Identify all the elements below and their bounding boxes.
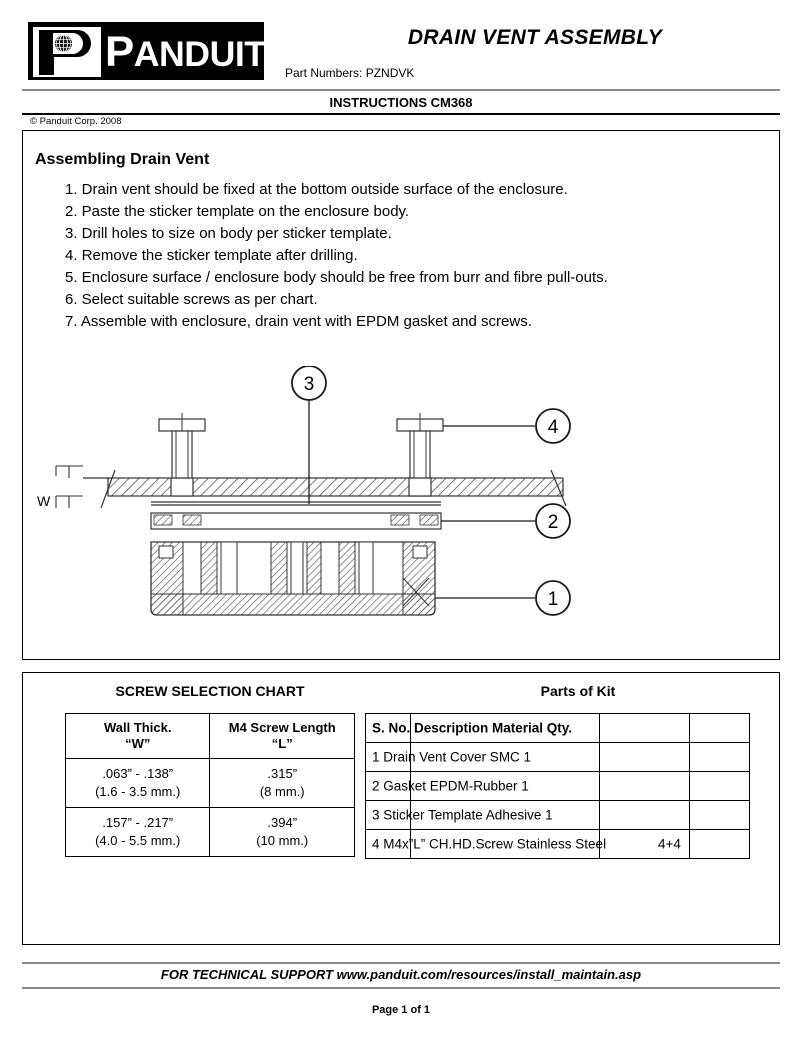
dimension-label-w: W <box>37 493 51 509</box>
screw-chart-title: SCREW SELECTION CHART <box>115 683 305 699</box>
value-mm: (8 mm.) <box>259 784 305 799</box>
instruction-step: 7. Assemble with enclosure, drain vent with EPDM gasket and screws. <box>65 313 532 330</box>
cell-screw-length <box>210 808 355 857</box>
section-heading: Assembling Drain Vent <box>35 151 210 168</box>
table-row <box>66 759 355 808</box>
parts-header-cell-3 <box>599 714 689 743</box>
instruction-step: 2. Paste the sticker template on the enclosure body. <box>65 203 410 220</box>
callout-number: 3 <box>303 374 315 395</box>
document-title: DRAIN VENT ASSEMBLY <box>407 26 663 49</box>
copyright-notice: © Panduit Corp. 2008 <box>30 116 122 127</box>
parts-row-cell-3 <box>599 801 689 830</box>
callout-number: 4 <box>547 417 559 438</box>
footer-divider-top <box>22 962 780 964</box>
instructions-code: INSTRUCTIONS CM368 <box>329 95 473 110</box>
logo-p-plate <box>33 27 101 77</box>
parts-row-text: 4 M4x”L” CH.HD.Screw Stainless Steel <box>372 836 607 852</box>
parts-row-text: 2 Gasket EPDM-Rubber 1 <box>372 778 529 794</box>
parts-row-cell-3 <box>599 772 689 801</box>
parts-row-cell-2 <box>411 743 600 772</box>
panduit-logo <box>28 22 264 80</box>
parts-row-text: 1 Drain Vent Cover SMC 1 <box>372 749 532 765</box>
value-mm: (4.0 - 5.5 mm.) <box>95 833 181 848</box>
instruction-step: 1. Drain vent should be fixed at the bottom outside surface of the enclosure. <box>65 181 568 198</box>
instruction-steps-list <box>65 179 765 333</box>
header-line-2: “W” <box>125 736 151 751</box>
instruction-step: 4. Remove the sticker template after drilling. <box>65 247 358 264</box>
screw-right <box>397 413 443 478</box>
callout-number: 2 <box>547 512 559 533</box>
parts-row-cell-2 <box>411 830 600 859</box>
header-line-1: M4 Screw Length <box>228 720 336 735</box>
cell-wall-thickness <box>66 759 210 808</box>
logo-wordmark <box>105 27 266 76</box>
cell-wall-thickness <box>66 808 210 857</box>
value-mm: (10 mm.) <box>256 833 309 848</box>
drain-vent-cover <box>151 542 435 615</box>
value-inch: .394” <box>267 815 298 830</box>
callout-bubble-2 <box>536 504 570 538</box>
parts-row-cell-4 <box>689 830 749 859</box>
parts-row-cell-4 <box>689 772 749 801</box>
header-divider-bottom <box>22 113 780 115</box>
part-numbers: Part Numbers: PZNDVK <box>285 66 415 80</box>
column-header-screw-length <box>210 714 355 759</box>
parts-row-cell-1 <box>366 743 532 772</box>
value-mm: (1.6 - 3.5 mm.) <box>95 784 181 799</box>
value-inch: .063” - .138” <box>102 766 174 781</box>
header-divider-top <box>22 89 780 91</box>
logo-wordmark-text: PANDUIT <box>105 27 266 76</box>
table-row <box>66 808 355 857</box>
instruction-step: 5. Enclosure surface / enclosure body should be free from burr and fibre pull-outs. <box>65 269 608 286</box>
parts-kit-title: Parts of Kit <box>540 683 616 699</box>
table-row <box>366 743 750 772</box>
parts-row-cell-2 <box>411 801 600 830</box>
wall-thickness-dimension <box>56 466 83 508</box>
value-inch: .157” - .217” <box>102 815 174 830</box>
tables-panel <box>22 672 780 945</box>
parts-row-cell-2 <box>411 772 600 801</box>
parts-row-cell-3 <box>599 743 689 772</box>
parts-row-cell-4 <box>689 743 749 772</box>
logo-p-glyph <box>39 30 97 75</box>
value-inch: .315” <box>267 766 298 781</box>
page-header <box>0 0 802 127</box>
callout-number: 1 <box>547 589 559 610</box>
table-row <box>366 801 750 830</box>
header-line-2: “L” <box>271 736 293 751</box>
parts-row-qty: 4+4 <box>658 836 681 852</box>
instructions-panel <box>22 130 780 660</box>
gasket-layer <box>151 513 441 529</box>
parts-row-cell-3 <box>599 830 689 859</box>
parts-row-cell-4 <box>689 801 749 830</box>
table-header-row <box>366 714 750 743</box>
cell-screw-length <box>210 759 355 808</box>
column-header-wall-thickness <box>66 714 210 759</box>
instruction-step: 3. Drill holes to size on body per sticker template. <box>65 225 392 242</box>
instruction-step: 6. Select suitable screws as per chart. <box>65 291 318 308</box>
parts-header-cell-2 <box>411 714 600 743</box>
callout-bubble-1 <box>536 581 570 615</box>
screw-left <box>159 413 205 478</box>
page-number: Page 1 of 1 <box>371 1004 431 1016</box>
header-line-1: Wall Thick. <box>104 720 172 735</box>
callout-bubble-4 <box>536 409 570 443</box>
globe-icon <box>54 34 73 53</box>
parts-row-cell-1 <box>366 801 553 830</box>
parts-header-text: S. No. Description Material Qty. <box>372 720 573 736</box>
footer-divider-bottom <box>22 987 780 989</box>
table-row <box>366 830 750 859</box>
callout-bubble-3 <box>292 366 326 400</box>
parts-of-kit-table <box>365 713 750 859</box>
technical-support-line: FOR TECHNICAL SUPPORT www.panduit.com/resources/install_maintain.asp <box>160 967 642 982</box>
assembly-cross-section-diagram <box>23 366 779 656</box>
parts-header-cell-4 <box>689 714 749 743</box>
screw-selection-table <box>65 713 355 857</box>
table-row <box>366 772 750 801</box>
parts-row-cell-1 <box>366 772 529 801</box>
table-header-row <box>66 714 355 759</box>
parts-row-text: 3 Sticker Template Adhesive 1 <box>372 807 553 823</box>
parts-header-cell-1 <box>366 714 573 743</box>
parts-row-cell-1 <box>366 830 681 859</box>
